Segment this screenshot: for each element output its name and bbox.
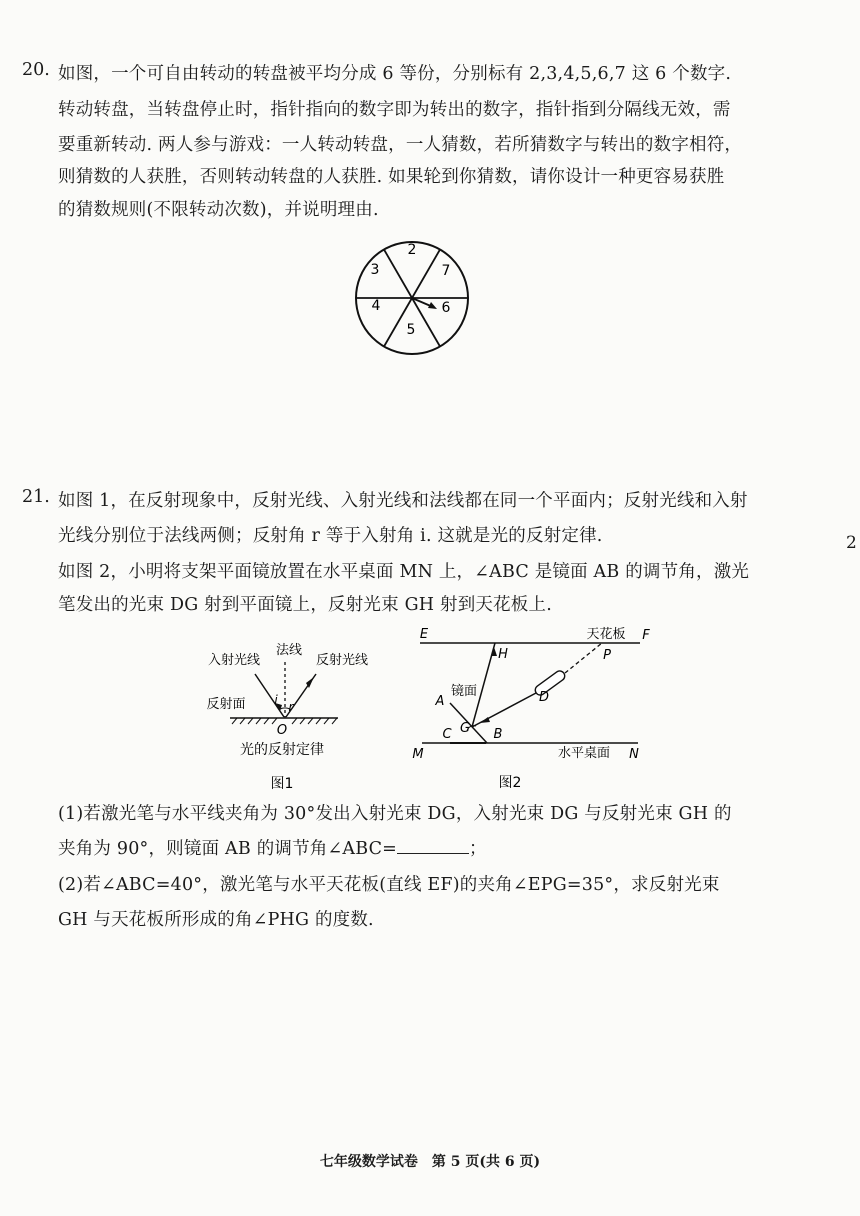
- mirror-label: 镜面: [450, 684, 478, 699]
- sub-question-2-line-2: GH 与天花板所形成的角∠PHG 的度数.: [58, 910, 374, 930]
- point-o-label: O: [276, 723, 288, 738]
- question-text-line: 笔发出的光束 DG 射到平面镜上，反射光束 GH 射到天花板上.: [58, 595, 552, 615]
- wheel-number: 6: [441, 300, 451, 316]
- wheel-number: 5: [406, 322, 416, 338]
- point-c-label: C: [442, 727, 452, 742]
- point-h-label: H: [498, 647, 508, 662]
- point-b-label: B: [493, 727, 503, 742]
- figure-caption: 光的反射定律: [240, 742, 324, 758]
- surface-label: 反射面: [206, 697, 246, 712]
- wheel-number: 7: [441, 263, 451, 279]
- sub-question-1-end: ；: [469, 839, 487, 859]
- question-text-line: 如图 2，小明将支架平面镜放置在水平桌面 MN 上，∠ABC 是镜面 AB 的调节角，激光: [58, 562, 750, 582]
- question-text-line: 的猜数规则(不限转动次数)，并说明理由.: [58, 200, 379, 220]
- sub-question-1: (1)若激光笔与水平线夹角为 30°发出入射光束 DG，入射光束 DG 与反射光束 GH 的: [58, 804, 732, 824]
- figure-2-mirror-setup: [410, 625, 670, 795]
- answer-blank[interactable]: [397, 839, 469, 854]
- page-footer: 七年级数学试卷 第 5 页(共 6 页): [319, 1154, 541, 1170]
- question-text-line: 转动转盘，当转盘停止时，指针指向的数字即为转出的数字，指针指到分隔线无效，需: [58, 100, 731, 120]
- point-d-label: D: [538, 690, 550, 705]
- question-text-line: 则猜数的人获胜，否则转动转盘的人获胜. 如果轮到你猜数，请你设计一种更容易获胜: [58, 167, 725, 187]
- angle-i-label: i: [274, 693, 278, 707]
- question-text-line: 如图 1，在反射现象中，反射光线、入射光线和法线都在同一个平面内；反射光线和入射: [58, 491, 748, 511]
- point-m-label: M: [412, 747, 424, 762]
- point-f-label: F: [642, 628, 650, 643]
- question-number: 20.: [22, 60, 50, 80]
- point-p-label: P: [603, 648, 611, 663]
- sub-question-2: (2)若∠ABC=40°，激光笔与水平天花板(直线 EF)的夹角∠EPG=35°，求反射光束: [58, 875, 720, 895]
- question-text-line: 如图，一个可自由转动的转盘被平均分成 6 等份，分别标有 2,3,4,5,6,7 这 6 个数字.: [58, 64, 732, 84]
- point-e-label: E: [419, 627, 429, 642]
- question-text-line: 要重新转动. 两人参与游戏：一人转动转盘，一人猜数，若所猜数字与转出的数字相符，: [58, 135, 743, 155]
- incident-label: 入射光线: [207, 653, 261, 668]
- sub-question-1-text: 夹角为 90°，则镜面 AB 的调节角∠ABC=: [58, 839, 398, 859]
- question-number: 21.: [22, 487, 50, 507]
- spinner-wheel: [342, 228, 482, 368]
- point-g-label: G: [459, 721, 471, 736]
- question-text-line: 光线分别位于法线两侧；反射角 r 等于入射角 i. 这就是光的反射定律.: [58, 526, 603, 546]
- reflected-label: 反射光线: [315, 653, 369, 668]
- wheel-number: 2: [407, 242, 417, 258]
- point-a-label: A: [435, 694, 445, 709]
- edge-mark: 2: [846, 533, 857, 553]
- point-n-label: N: [629, 747, 639, 762]
- desk-label: 水平桌面: [557, 746, 611, 761]
- normal-label: 法线: [275, 643, 303, 658]
- figure-label: 图2: [498, 775, 522, 791]
- angle-r-label: r: [288, 700, 294, 714]
- wheel-number: 3: [370, 262, 380, 278]
- sub-question-1-line-2: [58, 835, 487, 860]
- figure-label: 图1: [270, 776, 294, 792]
- wheel-number: 4: [371, 298, 381, 314]
- ceiling-label: 天花板: [586, 627, 626, 642]
- arrow-icon: [428, 302, 437, 309]
- figure-1-reflection: [190, 638, 380, 808]
